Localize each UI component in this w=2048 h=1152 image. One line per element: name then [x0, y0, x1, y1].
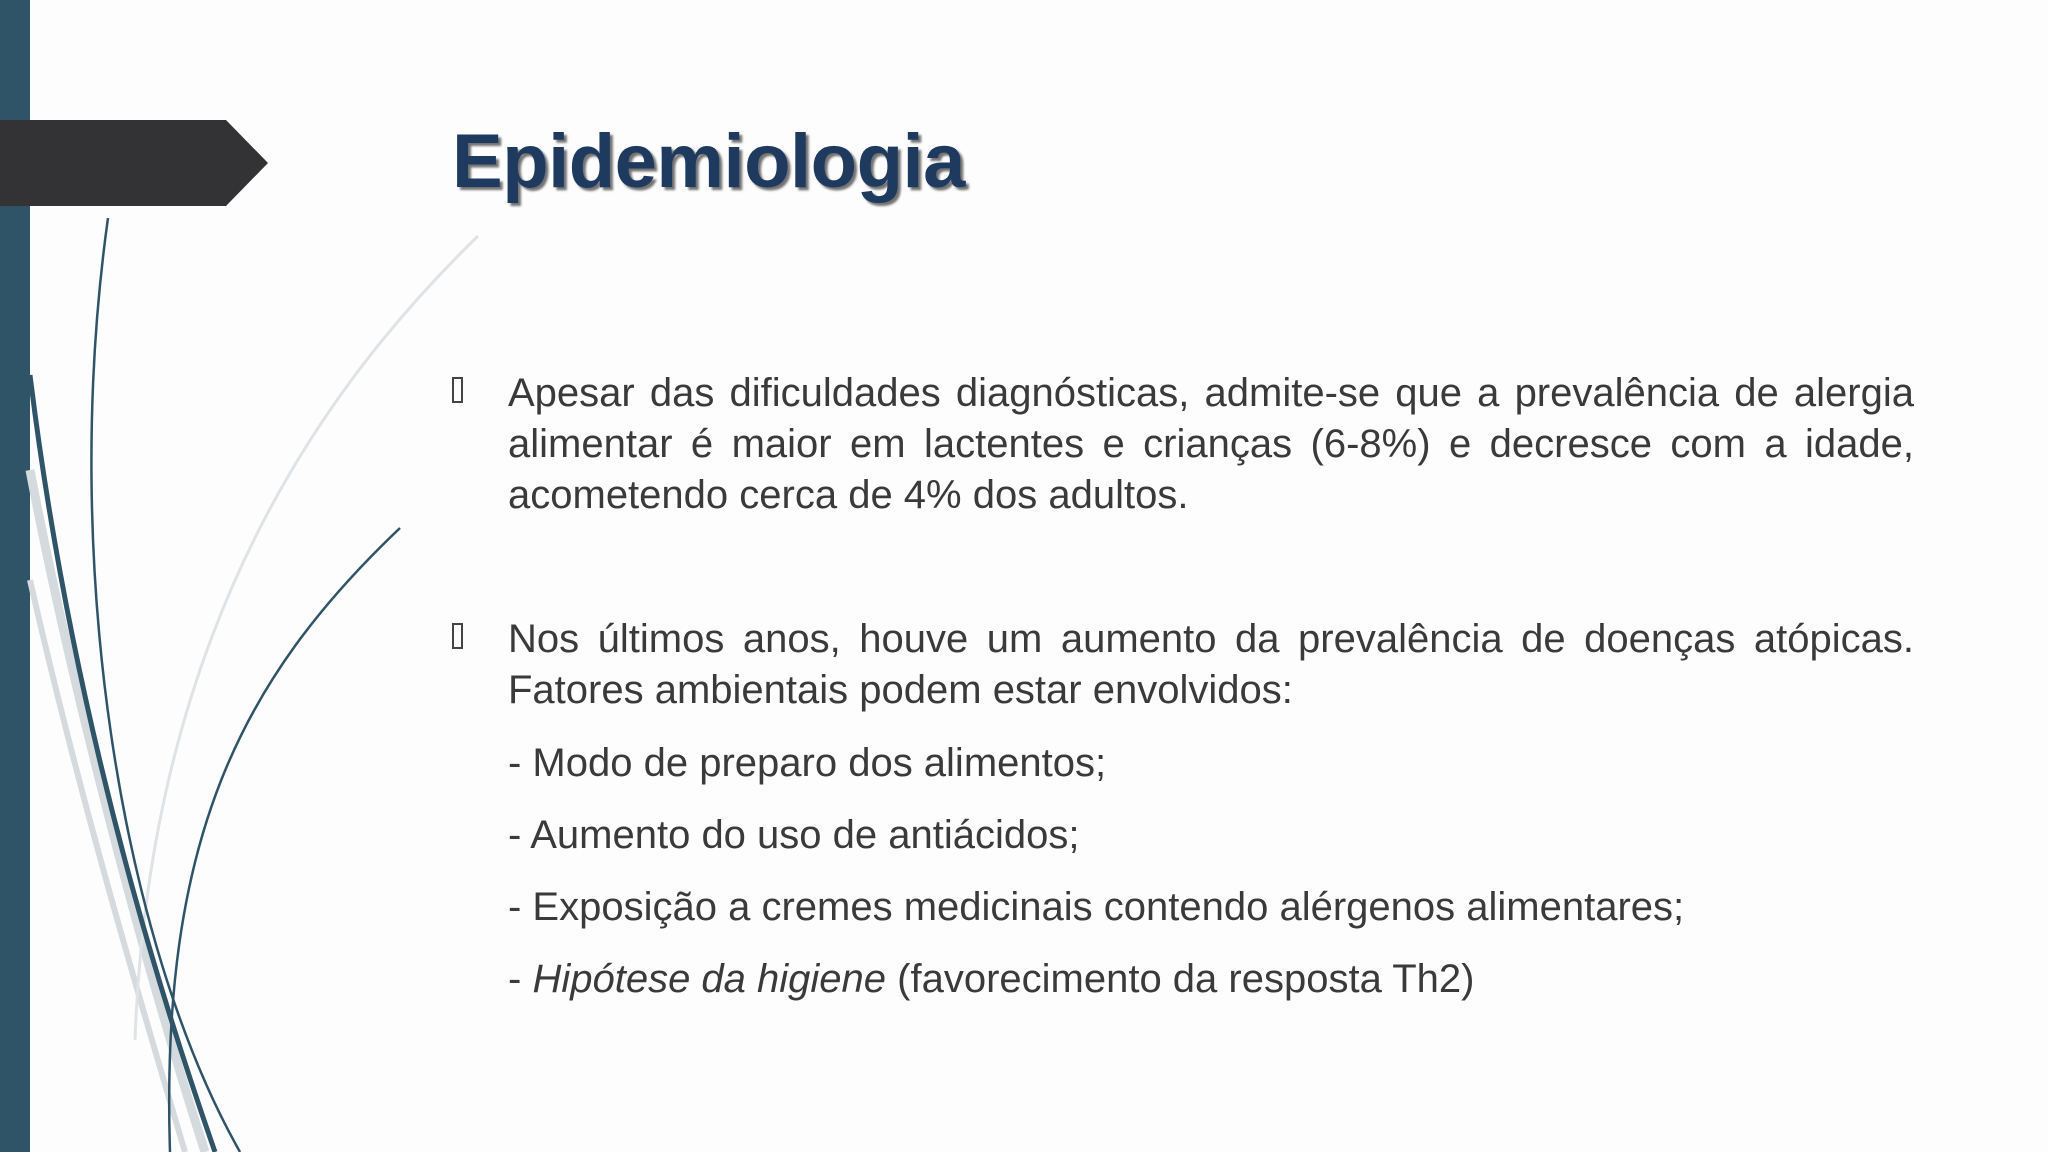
factor-item: - Exposição a cremes medicinais contendo alérgenos alimentares; [508, 885, 1685, 929]
bullet-item [452, 368, 1914, 521]
hygiene-hypothesis-term: Hipótese da higiene [532, 957, 887, 1001]
content-body [452, 368, 1914, 1005]
factor-rest: (favorecimento da resposta Th2) [886, 957, 1475, 1001]
factor-item: - Aumento do uso de antiácidos; [508, 813, 1080, 857]
bullet-item [452, 614, 1914, 716]
bullet-icon [452, 623, 463, 649]
factor-item: - Modo de preparo dos alimentos; [508, 741, 1107, 785]
factor-item-hygiene [508, 954, 1914, 1005]
page-title: Epidemiologia [452, 119, 965, 204]
factor-prefix: - [508, 957, 533, 1001]
title-arrow-banner [0, 120, 270, 206]
bullet-text: Apesar das dificuldades diagnósticas, admite-se que a prevalência de alergia alimentar é maior em lactentes e crianças (6-8%) e decresce com a idade, acometendo cerca de 4% dos adultos. [508, 371, 1914, 517]
bullet-text: Nos últimos anos, houve um aumento da prevalência de doenças atópicas. Fatores ambientais podem estar envolvidos: [508, 617, 1914, 712]
bullet-icon [452, 377, 463, 403]
